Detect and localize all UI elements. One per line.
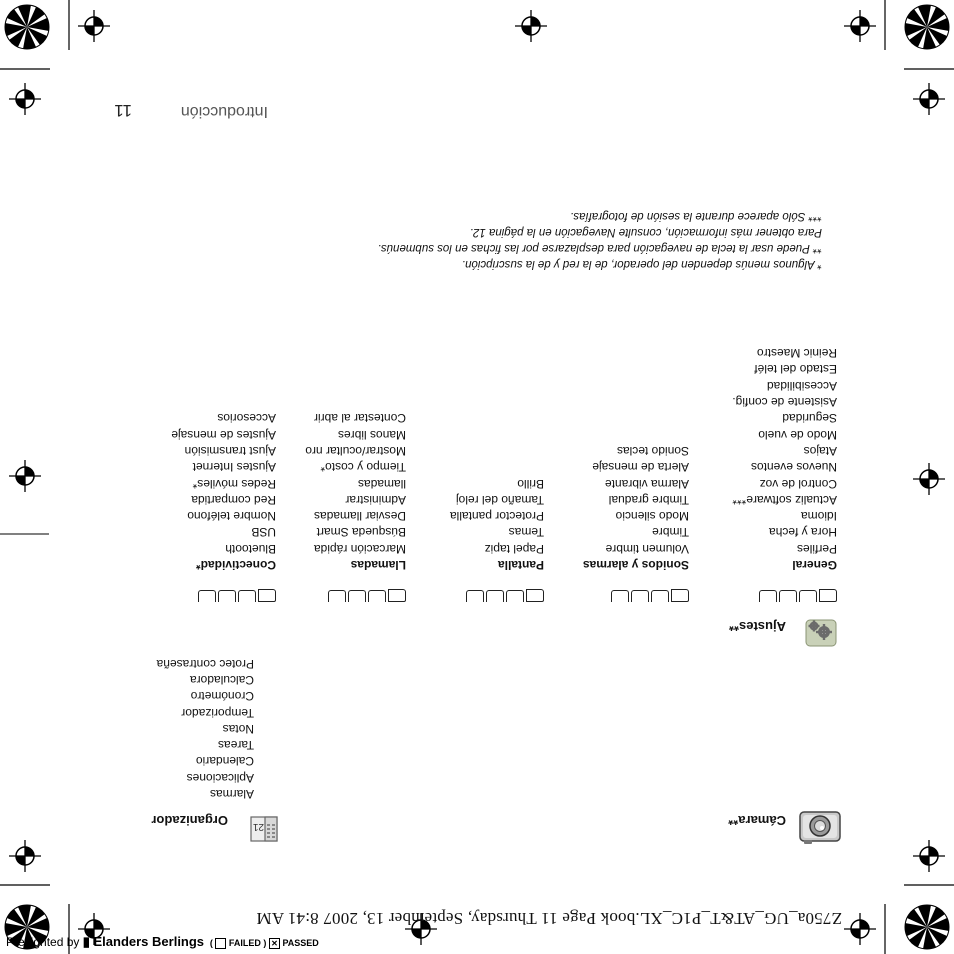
settings-item: Volumen timbre bbox=[605, 541, 689, 556]
settings-item: Redes móviles* bbox=[192, 476, 276, 491]
settings-item: Actualiz software*** bbox=[732, 492, 837, 507]
camera-title: Cámara** bbox=[728, 813, 786, 828]
preflight-prefix: Preflighted by bbox=[6, 935, 80, 949]
settings-column-title: Conectividad* bbox=[195, 558, 276, 572]
settings-column bbox=[732, 345, 837, 573]
settings-item: Idioma bbox=[800, 509, 837, 524]
passed-checkbox: ✕ bbox=[269, 938, 280, 949]
settings-column bbox=[450, 475, 544, 573]
settings-item: Red compartida bbox=[191, 492, 276, 507]
settings-item: Marcación rápida bbox=[313, 541, 406, 556]
settings-item: Papel tapiz bbox=[484, 541, 544, 556]
settings-column bbox=[583, 443, 689, 573]
tab-shape bbox=[198, 590, 216, 602]
settings-item: Ajust transmisión bbox=[184, 443, 276, 458]
settings-item: Tamaño del reloj bbox=[455, 492, 544, 507]
column-tab-strip bbox=[198, 590, 276, 602]
organizer-item: Aplicaciones bbox=[186, 770, 254, 785]
page-number: 11 bbox=[114, 101, 132, 120]
settings-item: Accesorios bbox=[217, 411, 276, 426]
tab-shape bbox=[486, 590, 504, 602]
settings-item: Nuevos eventos bbox=[750, 460, 837, 475]
tab-shape bbox=[238, 590, 256, 602]
tab-shape bbox=[506, 590, 524, 602]
footnote-line: Para obtener más información, consulte Navegación en la página 12. bbox=[469, 226, 822, 238]
settings-item: Protector pantalla bbox=[449, 509, 544, 524]
tab-shape bbox=[631, 590, 649, 602]
settings-item: Desviar llamadas bbox=[313, 509, 406, 524]
settings-item: llamadas bbox=[357, 476, 406, 491]
settings-item: Perfiles bbox=[796, 541, 837, 556]
settings-item: Bluetooth bbox=[225, 541, 276, 556]
settings-item: Accesibilidad bbox=[766, 378, 837, 393]
column-tab-strip bbox=[759, 590, 837, 602]
settings-item: Asistente de config. bbox=[732, 395, 837, 410]
settings-item: Administrar bbox=[345, 492, 406, 507]
page-section-header: Introducción bbox=[180, 103, 268, 120]
settings-column-title: Llamadas bbox=[350, 558, 406, 572]
settings-item: Hora y fecha bbox=[768, 525, 837, 540]
organizer-item: Notas bbox=[222, 721, 254, 736]
organizer-item: Calendario bbox=[195, 754, 254, 769]
settings-column bbox=[305, 410, 406, 573]
column-tab-strip bbox=[466, 590, 544, 602]
tab-shape bbox=[466, 590, 484, 602]
organizer-item: Temporizador bbox=[181, 705, 254, 720]
elanders-logo: ▮ bbox=[82, 934, 94, 949]
settings-item: Modo silencio bbox=[615, 509, 689, 524]
tab-shape bbox=[328, 590, 346, 602]
settings-item: USB bbox=[251, 525, 276, 540]
organizer-item: Alarmas bbox=[209, 787, 254, 801]
settings-item: Manos libres bbox=[337, 427, 406, 442]
tab-shape bbox=[526, 589, 544, 602]
organizer-list bbox=[157, 655, 254, 802]
svg-text:21: 21 bbox=[252, 821, 264, 832]
settings-item: Brillo bbox=[517, 476, 544, 491]
settings-item: Alarma vibrante bbox=[604, 476, 689, 491]
organizer-item: Calculadora bbox=[189, 672, 254, 687]
settings-item: Reinic Maestro bbox=[756, 346, 837, 361]
column-tab-strip bbox=[611, 590, 689, 602]
failed-label: FAILED bbox=[228, 938, 261, 948]
settings-item: Ajustes de mensaje bbox=[171, 427, 276, 442]
tab-shape bbox=[671, 589, 689, 602]
passed-label: PASSED bbox=[282, 938, 319, 948]
settings-item: Seguridad bbox=[782, 411, 837, 426]
settings-item: Timbre gradual bbox=[608, 492, 689, 507]
tab-shape bbox=[651, 590, 669, 602]
footnote-line: *** Sólo aparece durante la sesión de fotografías. bbox=[570, 210, 822, 222]
camera-icon bbox=[796, 808, 842, 846]
tab-shape bbox=[611, 590, 629, 602]
tab-shape bbox=[258, 589, 276, 602]
settings-item: Temas bbox=[508, 525, 544, 540]
settings-item: Mostrar/ocultar nro bbox=[305, 443, 406, 458]
tab-shape bbox=[388, 589, 406, 602]
settings-item: Modo de vuelo bbox=[758, 427, 837, 442]
settings-item: Atajos bbox=[803, 443, 837, 458]
settings-column-title: Pantalla bbox=[497, 558, 544, 572]
settings-item: Alerta de mensaje bbox=[592, 460, 689, 475]
settings-item: Contestar al abrir bbox=[313, 411, 406, 426]
organizer-item: Cronómetro bbox=[190, 689, 254, 704]
tab-shape bbox=[779, 590, 797, 602]
failed-checkbox bbox=[215, 938, 226, 949]
organizer-item: Tareas bbox=[217, 738, 254, 753]
settings-item: Estado del teléf bbox=[754, 362, 837, 377]
settings-item: Sonido teclas bbox=[616, 443, 689, 458]
tab-shape bbox=[218, 590, 236, 602]
tab-shape bbox=[759, 590, 777, 602]
settings-item: Timbre bbox=[652, 525, 689, 540]
file-header: Z750a_UG_AT&T_P1C_XL.book Page 11 Thursday, September 13, 2007 8:41 AM bbox=[256, 909, 842, 928]
preflight-stamp: Preflighted by ▮ Elanders Berlings ( FAILED ) ✕ PASSED bbox=[6, 934, 319, 949]
settings-title: Ajustes** bbox=[728, 619, 786, 634]
organizer-item: Protec contraseña bbox=[156, 656, 254, 671]
footnotes bbox=[378, 208, 822, 272]
footnote-line: ** Puede usar la tecla de navegación para desplazarse por las fichas en los submenús. bbox=[377, 242, 822, 254]
settings-item: Búsqueda Smart bbox=[316, 525, 406, 540]
organizer-title: Organizador bbox=[151, 813, 228, 828]
preflight-company: Elanders Berlings bbox=[93, 934, 205, 949]
settings-column bbox=[171, 410, 276, 573]
settings-item: Control de voz bbox=[759, 476, 837, 491]
settings-column-title: General bbox=[792, 558, 837, 572]
settings-item: Nombre teléfono bbox=[187, 509, 276, 524]
settings-gears-icon bbox=[802, 616, 838, 648]
settings-column-title: Sonidos y alarmas bbox=[582, 558, 689, 572]
footnote-line: * Algunos menús dependen del operador, de la red y de la suscripción. bbox=[461, 258, 822, 270]
tab-shape bbox=[799, 590, 817, 602]
settings-item: Tiempo y costo* bbox=[320, 460, 406, 475]
calendar-organizer-icon bbox=[246, 812, 280, 844]
column-tab-strip bbox=[328, 590, 406, 602]
tab-shape bbox=[348, 590, 366, 602]
tab-shape bbox=[368, 590, 386, 602]
tab-shape bbox=[819, 589, 837, 602]
settings-item: Ajustes Internet bbox=[192, 460, 276, 475]
